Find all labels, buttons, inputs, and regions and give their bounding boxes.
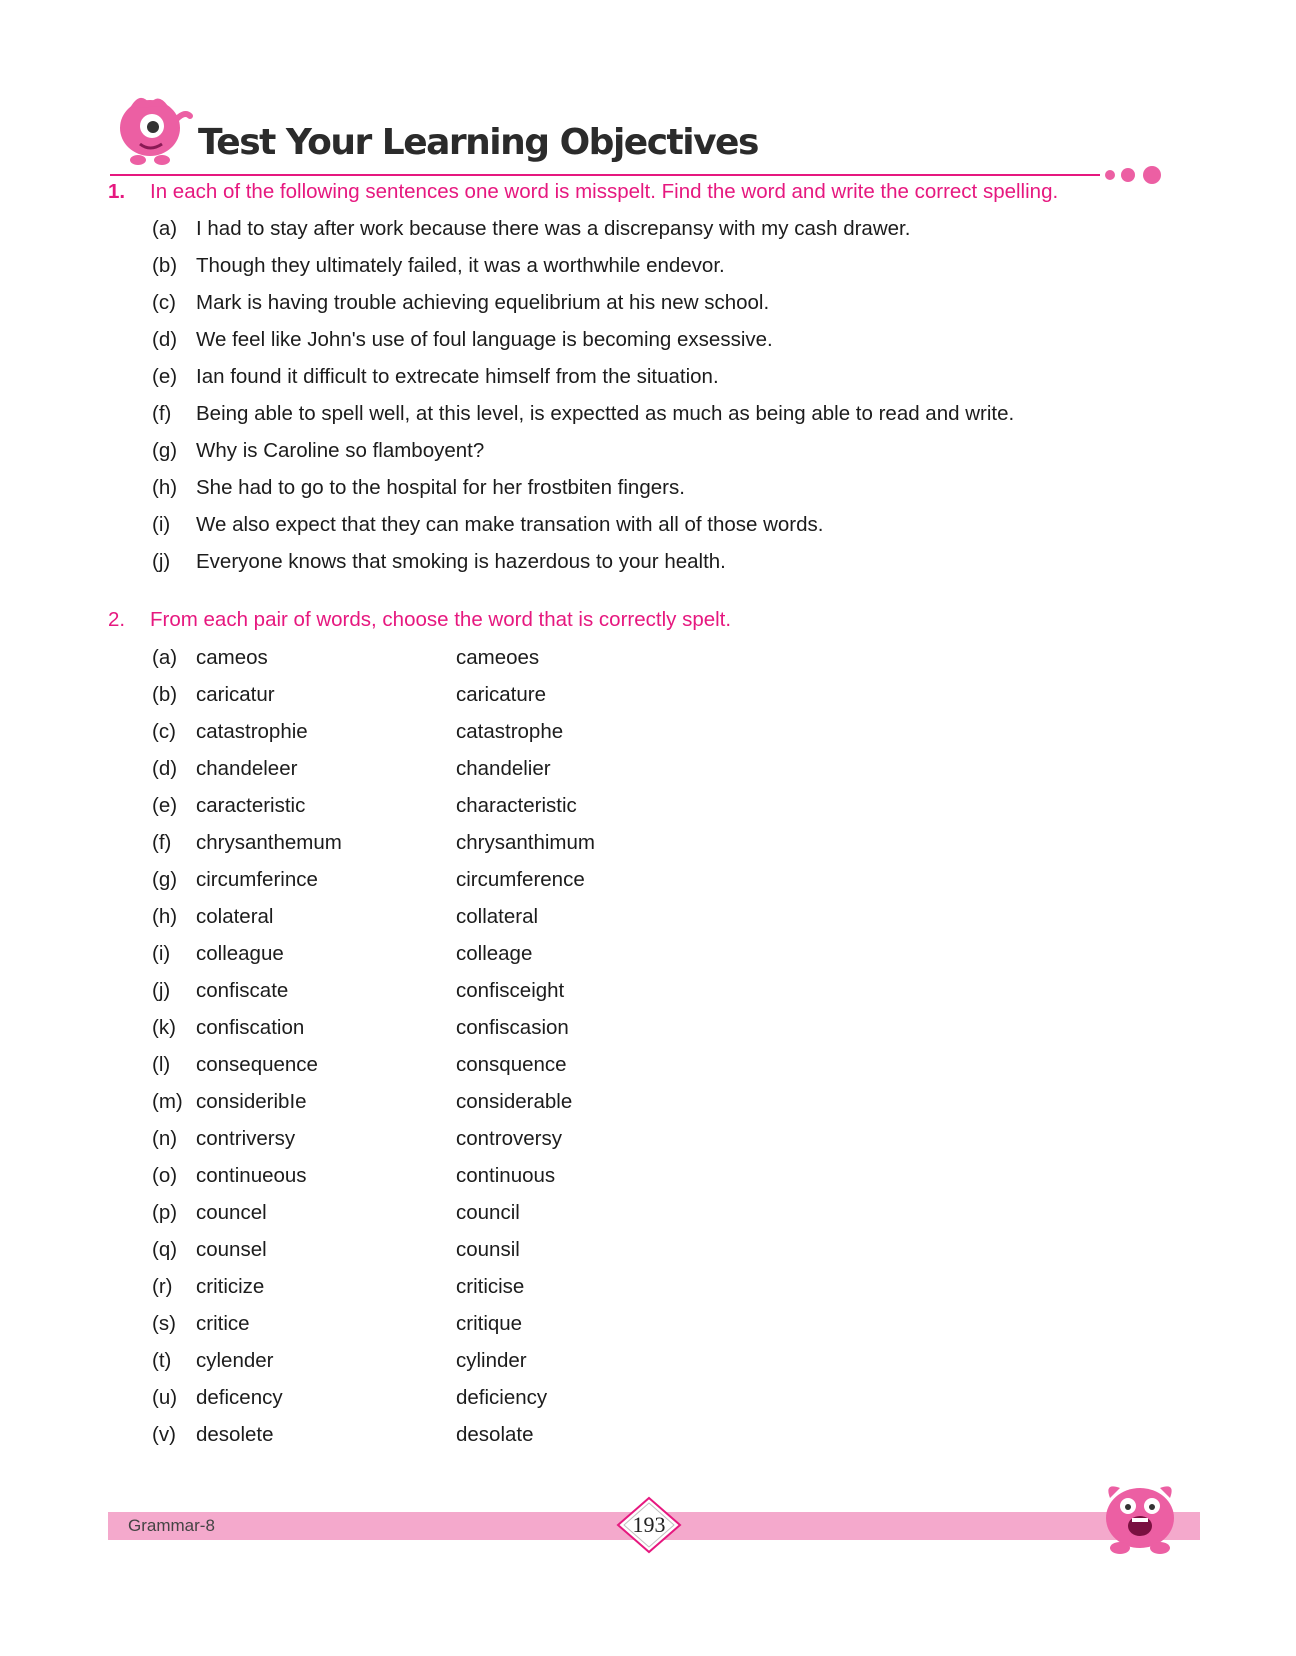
item-label: (q)	[152, 1238, 178, 1261]
item-label: (b)	[152, 683, 178, 706]
word-pair	[152, 1349, 527, 1373]
list-item	[152, 476, 685, 500]
word-pair	[152, 1423, 534, 1447]
word-option-2: colleage	[456, 942, 533, 965]
word-pair	[152, 1386, 548, 1410]
word-pair	[152, 979, 565, 1003]
word-pair	[152, 868, 585, 892]
word-option-1: catastrophie	[196, 720, 308, 743]
word-option-1: chandeleer	[196, 757, 298, 780]
item-label: (s)	[152, 1312, 176, 1335]
word-pair	[152, 757, 551, 781]
item-label: (o)	[152, 1164, 178, 1187]
word-option-2: chrysanthimum	[456, 831, 595, 854]
word-pair	[152, 1275, 525, 1299]
word-pair	[152, 831, 595, 855]
item-label: (n)	[152, 1127, 178, 1150]
item-text: I had to stay after work because there was a discrepansy with my cash drawer.	[196, 217, 911, 240]
list-item	[152, 328, 773, 352]
word-pair	[152, 1201, 520, 1225]
word-option-2: considerable	[456, 1090, 573, 1113]
word-option-1: caricatur	[196, 683, 275, 706]
word-pair	[152, 646, 540, 670]
word-option-1: counsel	[196, 1238, 267, 1261]
word-option-1: chrysanthemum	[196, 831, 342, 854]
item-label: (u)	[152, 1386, 178, 1409]
word-pair	[152, 720, 564, 744]
mascot-icon	[110, 92, 210, 172]
word-option-2: council	[456, 1201, 520, 1224]
word-option-2: characteristic	[456, 794, 577, 817]
item-label: (g)	[152, 439, 178, 462]
item-text: Though they ultimately failed, it was a worthwhile endevor.	[196, 254, 725, 277]
word-option-1: critice	[196, 1312, 250, 1335]
word-option-2: confisceight	[456, 979, 565, 1002]
item-text: We feel like John's use of foul language is becoming exsessive.	[196, 328, 773, 351]
word-option-2: deficiency	[456, 1386, 548, 1409]
word-option-2: cylinder	[456, 1349, 527, 1372]
item-label: (g)	[152, 868, 178, 891]
list-item	[152, 550, 726, 574]
question-instruction: In each of the following sentences one word is misspelt. Find the word and write the correct spelling.	[150, 180, 1059, 203]
word-pair	[152, 1127, 562, 1151]
word-option-1: circumferince	[196, 868, 318, 891]
word-option-2: counsil	[456, 1238, 520, 1261]
list-item	[152, 365, 719, 389]
item-label: (i)	[152, 513, 171, 536]
item-label: (l)	[152, 1053, 171, 1076]
question-number: 1.	[108, 180, 126, 203]
list-item	[152, 439, 484, 463]
word-option-1: cylender	[196, 1349, 274, 1372]
question-instruction: From each pair of words, choose the word that is correctly spelt.	[150, 608, 732, 631]
item-label: (h)	[152, 905, 178, 928]
word-option-1: confiscation	[196, 1016, 305, 1039]
word-pair	[152, 942, 533, 966]
word-option-1: colateral	[196, 905, 274, 928]
word-option-1: criticize	[196, 1275, 265, 1298]
page-number: 193	[632, 1512, 666, 1537]
word-pair	[152, 1090, 573, 1114]
item-label: (p)	[152, 1201, 178, 1224]
page-title: Test Your Learning Objectives	[198, 122, 758, 163]
question-number: 2.	[108, 608, 126, 631]
word-option-1: consideribIe	[196, 1090, 307, 1113]
page-footer	[108, 1512, 1200, 1540]
word-option-2: confiscasion	[456, 1016, 569, 1039]
item-label: (d)	[152, 757, 178, 780]
section-header	[110, 92, 1200, 182]
word-option-2: collateral	[456, 905, 539, 928]
item-text: She had to go to the hospital for her frostbiten fingers.	[196, 476, 685, 499]
word-pair	[152, 794, 577, 818]
word-pair	[152, 1053, 567, 1077]
item-label: (f)	[152, 402, 172, 425]
item-label: (j)	[152, 979, 171, 1002]
item-label: (a)	[152, 646, 178, 669]
item-text: Everyone knows that smoking is hazerdous to your health.	[196, 550, 726, 573]
word-pair	[152, 683, 547, 707]
item-label: (c)	[152, 291, 176, 314]
item-label: (v)	[152, 1423, 176, 1446]
item-label: (k)	[152, 1016, 176, 1039]
word-option-1: consequence	[196, 1053, 318, 1076]
word-option-2: desolate	[456, 1423, 534, 1446]
word-option-2: catastrophe	[456, 720, 564, 743]
word-option-2: cameoes	[456, 646, 540, 669]
item-label: (f)	[152, 831, 172, 854]
item-text: We also expect that they can make transation with all of those words.	[196, 513, 824, 536]
item-label: (e)	[152, 365, 178, 388]
list-item	[152, 217, 910, 241]
word-option-2: critique	[456, 1312, 523, 1335]
item-label: (i)	[152, 942, 171, 965]
question-1	[108, 180, 1058, 204]
word-pair	[152, 905, 539, 929]
word-pair	[152, 1238, 520, 1262]
word-option-2: consquence	[456, 1053, 567, 1076]
item-label: (r)	[152, 1275, 173, 1298]
item-label: (h)	[152, 476, 178, 499]
item-label: (a)	[152, 217, 178, 240]
question-2	[108, 608, 731, 632]
word-pair	[152, 1016, 569, 1040]
word-option-1: deficency	[196, 1386, 283, 1409]
item-text: Why is Caroline so flamboyent?	[196, 439, 485, 462]
word-option-1: colleague	[196, 942, 284, 965]
word-option-1: desolete	[196, 1423, 274, 1446]
word-option-1: caracteristic	[196, 794, 306, 817]
item-label: (b)	[152, 254, 178, 277]
word-option-2: chandelier	[456, 757, 551, 780]
word-pair	[152, 1164, 556, 1188]
item-text: Ian found it difficult to extrecate himself from the situation.	[196, 365, 719, 388]
item-text: Mark is having trouble achieving equelibrium at his new school.	[196, 291, 770, 314]
monster-icon	[1098, 1476, 1182, 1556]
word-option-1: continueous	[196, 1164, 307, 1187]
word-pair	[152, 1312, 523, 1336]
word-option-1: contriversy	[196, 1127, 296, 1150]
word-option-2: criticise	[456, 1275, 525, 1298]
word-option-1: confiscate	[196, 979, 289, 1002]
item-label: (d)	[152, 328, 178, 351]
book-title: Grammar-8	[128, 1516, 215, 1535]
word-option-2: continuous	[456, 1164, 556, 1187]
word-option-2: caricature	[456, 683, 547, 706]
list-item	[152, 513, 823, 537]
item-label: (m)	[152, 1090, 183, 1113]
item-label: (c)	[152, 720, 176, 743]
list-item	[152, 254, 725, 278]
word-option-2: circumference	[456, 868, 585, 891]
item-label: (e)	[152, 794, 178, 817]
word-option-2: controversy	[456, 1127, 562, 1150]
item-label: (t)	[152, 1349, 172, 1372]
word-option-1: cameos	[196, 646, 268, 669]
word-option-1: councel	[196, 1201, 267, 1224]
item-text: Being able to spell well, at this level, is expectted as much as being able to read and write.	[196, 402, 1015, 425]
list-item	[152, 402, 1014, 426]
list-item	[152, 291, 769, 315]
item-label: (j)	[152, 550, 171, 573]
